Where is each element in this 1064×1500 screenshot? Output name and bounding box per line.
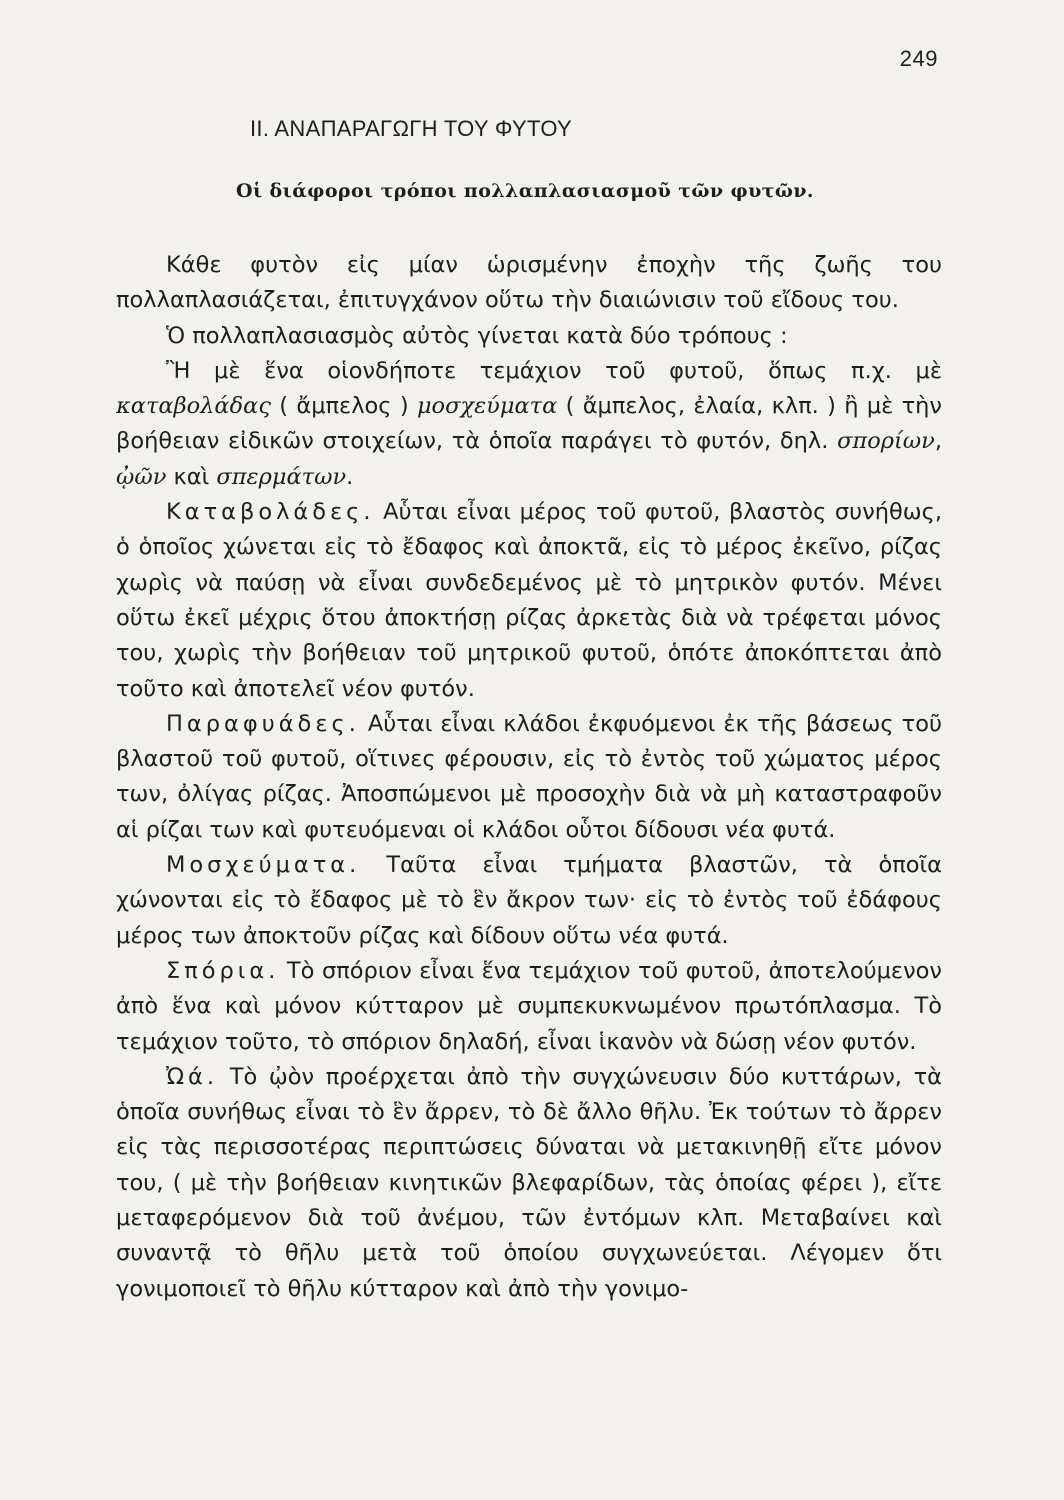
kataboladas-term: Καταβολάδες. [166,499,375,526]
examples-text-b: ( ἄμπελος ) [270,393,417,420]
oon-italic: ᾠῶν [116,463,167,490]
chapter-heading: ΙΙ. ΑΝΑΠΑΡΑΓΩΓΗ ΤΟΥ ΦΥΤΟΥ [250,116,572,141]
section-heading: Οἱ διάφοροι τρόποι πολλαπλασιασμοῦ τῶν φυτῶν. [236,180,814,202]
sporia-term: Σπόρια. [166,957,280,984]
kataboladas-paragraph [116,495,942,707]
sporia-text: Τὸ σπόριον εἶναι ἕνα τεμάχιον τοῦ φυτοῦ, ἀποτελούμενον ἀπὸ ἕνα καὶ μόνον κύτταρον μὲ συμπεκυκνωμένον πρωτόπλασμα. Τὸ τεμάχιον τοῦτο, τὸ σπόριον δηλαδή, εἶναι ἱκανὸν νὰ δώσῃ νέον φυτόν. [116,957,942,1055]
kataboladas-italic: καταβολάδας [116,393,271,420]
examples-text-e: καὶ [166,463,217,490]
oa-term: Ὠά. [166,1063,219,1090]
examples-paragraph [116,354,942,495]
moscheumata-paragraph [116,848,942,954]
spermaton-italic: σπερμάτων [216,463,347,490]
parafyades-term: Παραφυάδες. [166,710,360,737]
oa-text: Τὸ ᾠὸν προέρχεται ἀπὸ τὴν συγχώνευσιν δύο κυττάρων, τὰ ὁποῖα συνήθως εἶναι τὸ ἓν ἄρρεν, τὸ δὲ ἄλλο θῆλυ. Ἐκ τούτων τὸ ἄρρεν εἰς τὰς περισσοτέρας περιπτώσεις δύναται νὰ μετακινηθῇ εἴτε μόνον του, ( μὲ τὴν βοήθειαν κινητικῶν βλεφαρίδων, τὰς ὁποίας φέρει ), εἴτε μεταφερόμενον διὰ τοῦ ἀνέμου, τῶν ἐντόμων κλπ. Μεταβαίνει καὶ συναντᾷ τὸ θῆλυ μετὰ τοῦ ὁποίου συγχωνεύεται. Λέγομεν ὅτι γονιμοποιεῖ τὸ θῆλυ κύτταρον καὶ ἀπὸ τὴν γονιμο- [116,1063,942,1302]
intro-text: Κάθε φυτὸν εἰς μίαν ὡρισμένην ἐποχὴν τῆς ζωῆς του πολλαπλασιάζεται, ἐπιτυγχάνον οὕτω τὴν διαιώνισιν τοῦ εἴδους του. [116,252,942,314]
moscheumata-term: Μοσχεύματα. [166,852,361,879]
moscheumata-italic: μοσχεύματα [416,393,558,420]
sporion-italic: σπορίων [837,428,935,455]
sporia-paragraph [116,954,942,1060]
examples-text-d: , [934,428,942,455]
moscheumata-text: Ταῦτα εἶναι τμήματα βλαστῶν, τὰ ὁποῖα χώνονται εἰς τὸ ἔδαφος μὲ τὸ ἓν ἄκρον των· εἰς τὸ ἐντὸς τοῦ ἐδάφους μέρος των ἀποκτοῦν ρίζας καὶ δίδουν οὕτω νέα φυτά. [116,852,942,949]
examples-text-a: Ἢ μὲ ἕνα οἱονδήποτε τεμάχιον τοῦ φυτοῦ, ὅπως π.χ. μὲ [166,357,942,384]
page-number: 249 [899,46,938,71]
oa-paragraph [116,1060,942,1307]
examples-text-c: ( ἄμπελος, ἐλαία, κλπ. ) ἢ μὲ τὴν βοήθειαν εἰδικῶν στοιχείων, τὰ ὁποῖα παράγει τὸ φυτόν, δηλ. [116,393,943,455]
kataboladas-text: Αὗται εἶναι μέρος τοῦ φυτοῦ, βλαστὸς συνήθως, ὁ ὁποῖος χώνεται εἰς τὸ ἔδαφος καὶ ἀποκτᾶ, εἰς τὸ μέρος ἐκεῖνο, ρίζας χωρὶς νὰ παύσῃ νὰ εἶναι συνδεδεμένος μὲ τὸ μητρικὸν φυτόν. Μένει οὕτω ἐκεῖ μέχρις ὅτου ἀποκτήσῃ ρίζας ἀρκετὰς διὰ νὰ τρέφεται μόνος του, χωρὶς τὴν βοήθειαν τοῦ μητρικοῦ φυτοῦ, ὁπότε ἀποκόπτεται ἀπὸ τοῦτο καὶ ἀποτελεῖ νέον φυτόν. [116,499,942,702]
methods-text: Ὁ πολλαπλασιασμὸς αὐτὸς γίνεται κατὰ δύο τρόπους : [166,322,788,349]
intro-paragraph [116,248,942,319]
parafyades-text: Αὗται εἶναι κλάδοι ἐκφυόμενοι ἐκ τῆς βάσεως τοῦ βλαστοῦ τοῦ φυτοῦ, οἵτινες φέρουσιν, εἰς τὸ ἐντὸς τοῦ χώματος μέρος των, ὀλίγας ρίζας. Ἀποσπώμενοι μὲ προσοχὴν διὰ νὰ μὴ καταστραφοῦν αἱ ρίζαι των καὶ φυτευόμεναι οἱ κλάδοι οὗτοι δίδουσι νέα φυτά. [116,710,942,843]
methods-paragraph [116,319,942,354]
examples-text-f: . [346,463,354,490]
parafyades-paragraph [116,707,942,848]
body-text [116,248,942,1307]
